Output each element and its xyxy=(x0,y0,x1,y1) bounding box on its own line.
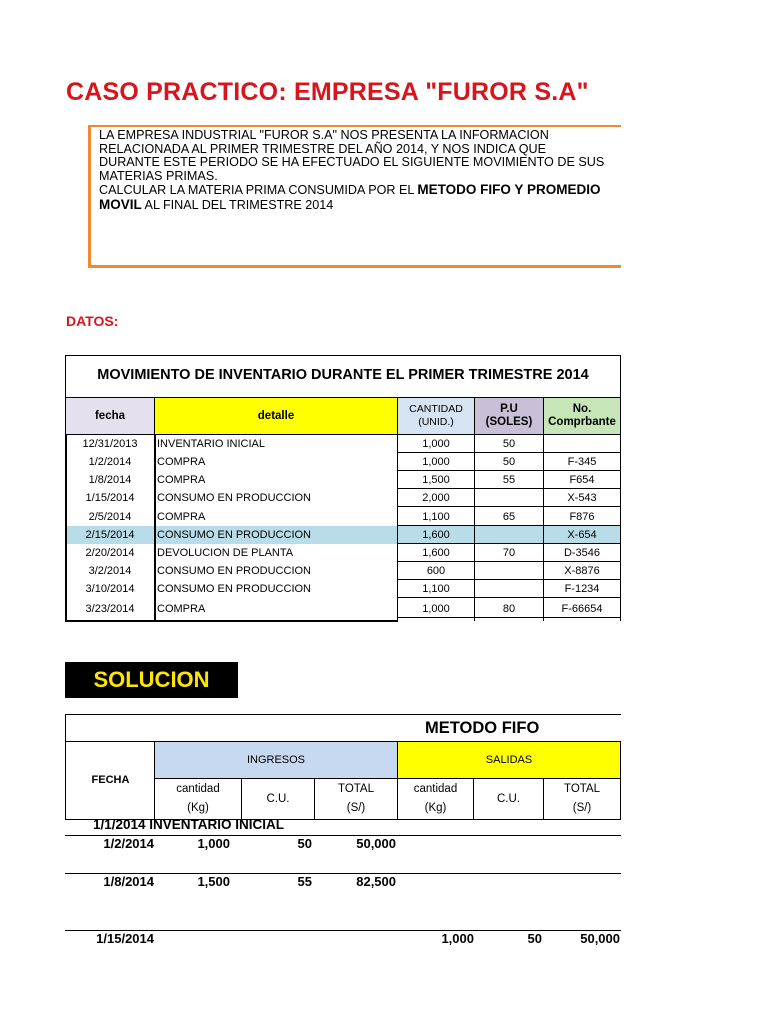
header-pu-line2: (SOLES) xyxy=(485,416,533,428)
fifo-cell-in-cu: 50 xyxy=(297,836,312,851)
table-row xyxy=(65,508,621,526)
cell-fecha: 1/8/2014 xyxy=(88,474,132,486)
cell-pu xyxy=(475,489,543,507)
cell-detalle: COMPRA xyxy=(157,511,206,523)
cell-fecha: 1/15/2014 xyxy=(85,492,135,504)
fifo-in-cantidad-line2: (Kg) xyxy=(187,802,209,814)
border-left xyxy=(65,435,67,621)
cell-cantidad: 1,500 xyxy=(422,474,450,486)
cell-pu xyxy=(475,526,543,544)
fifo-header-ingresos xyxy=(154,741,398,779)
cell-fecha: 12/31/2013 xyxy=(82,438,138,450)
cell-fecha: 3/10/2014 xyxy=(85,583,135,595)
fifo-cell-in-cant: 1,000 xyxy=(197,836,230,851)
header-fecha xyxy=(65,397,155,435)
header-cantidad-line2: (UNID.) xyxy=(418,416,454,428)
header-cantidad xyxy=(398,397,475,435)
table-row xyxy=(65,489,621,507)
intro-box xyxy=(88,125,621,268)
fifo-out-cantidad-line2: (Kg) xyxy=(424,802,447,814)
cell-comp: D-3546 xyxy=(563,547,601,559)
intro-bold: MOVIL xyxy=(99,196,142,212)
intro-text: CALCULAR LA MATERIA PRIMA CONSUMIDA POR EL xyxy=(99,183,418,198)
border-detalle-cantidad xyxy=(397,435,398,621)
header-pu-line1: P.U xyxy=(500,403,518,415)
cell-pu xyxy=(475,562,543,580)
cell-comp: F-66654 xyxy=(561,603,603,615)
cell-fecha: 3/2/2014 xyxy=(88,565,132,577)
intro-text: AL FINAL DEL TRIMESTRE 2014 xyxy=(141,197,334,212)
header-detalle-text: detalle xyxy=(257,409,295,422)
cell-comp: F876 xyxy=(569,511,595,523)
intro-line xyxy=(99,183,613,198)
cell-cantidad: 1,600 xyxy=(422,547,450,559)
border-bottom-left xyxy=(65,620,398,622)
fifo-cell-in-cu: 55 xyxy=(297,874,312,889)
fifo-top-border xyxy=(65,714,621,715)
fifo-header-salidas xyxy=(398,741,621,779)
cell-cantidad: 1,000 xyxy=(422,603,450,615)
cell-pu: 65 xyxy=(502,511,516,523)
header-detalle xyxy=(154,397,398,435)
fifo-fecha-text: FECHA xyxy=(91,774,130,786)
cell-detalle: INVENTARIO INICIAL xyxy=(157,438,265,450)
fifo-cell-in-cant: 1,500 xyxy=(197,874,230,889)
cell-cantidad: 600 xyxy=(426,565,446,577)
fifo-cell-fecha: 1/15/2014 xyxy=(96,931,154,946)
cell-detalle: COMPRA xyxy=(157,474,206,486)
row-border xyxy=(398,597,621,598)
border-cantidad-pu xyxy=(474,435,475,621)
row-border xyxy=(398,506,621,507)
cell-detalle: CONSUMO EN PRODUCCION xyxy=(157,492,312,504)
datos-label: DATOS: xyxy=(66,313,119,329)
fifo-inicial-label: 1/1/2014 INVENTARIO INICIAL xyxy=(93,817,285,832)
cell-detalle: CONSUMO EN PRODUCCION xyxy=(157,565,312,577)
header-fecha-text: fecha xyxy=(94,409,126,422)
row-border xyxy=(398,617,621,618)
fifo-in-cantidad-header xyxy=(154,778,242,820)
cell-comp: F-1234 xyxy=(564,583,600,595)
table-row xyxy=(65,600,621,618)
fifo-cell-in-total: 50,000 xyxy=(356,836,396,851)
table-row xyxy=(65,544,621,562)
cell-detalle: COMPRA xyxy=(157,456,206,468)
fifo-in-cu-header xyxy=(241,778,315,820)
table-row xyxy=(65,562,621,580)
cell-pu xyxy=(475,580,543,598)
cell-fecha: 2/5/2014 xyxy=(88,511,132,523)
fifo-in-total-line1: TOTAL xyxy=(338,783,374,795)
header-cantidad-line1: CANTIDAD xyxy=(409,403,463,415)
cell-cantidad: 1,000 xyxy=(422,438,450,450)
fifo-out-cantidad-line1: cantidad xyxy=(413,783,458,795)
fifo-cell-out-cant: 1,000 xyxy=(441,931,474,946)
fifo-out-total-line1: TOTAL xyxy=(564,783,600,795)
table-row xyxy=(65,453,621,471)
intro-line: DURANTE ESTE PERIODO SE HA EFECTUADO EL SIGUIENTE MOVIMIENTO DE SUS xyxy=(99,155,605,170)
cell-cantidad: 1,600 xyxy=(422,529,450,541)
cell-pu: 50 xyxy=(502,438,516,450)
cell-fecha: 1/2/2014 xyxy=(88,456,132,468)
cell-comp: X-543 xyxy=(567,492,597,504)
cell-cantidad: 1,100 xyxy=(422,511,450,523)
header-comp-line2: Comprbante xyxy=(548,416,616,428)
fifo-out-total-header xyxy=(543,778,621,820)
intro-line: LA EMPRESA INDUSTRIAL "FUROR S.A" NOS PRESENTA LA INFORMACION xyxy=(99,128,549,142)
fifo-in-cu-text: C.U. xyxy=(266,792,290,805)
fifo-out-cu-header xyxy=(473,778,544,820)
cell-detalle: CONSUMO EN PRODUCCION xyxy=(157,529,312,541)
fifo-in-total-header xyxy=(314,778,398,820)
cell-comp xyxy=(544,435,620,453)
fifo-header-fecha xyxy=(65,741,155,820)
cell-detalle: DEVOLUCION DE PLANTA xyxy=(157,547,294,559)
cell-comp: X-654 xyxy=(567,529,597,541)
table-row xyxy=(65,526,621,544)
cell-pu: 55 xyxy=(502,474,516,486)
fifo-cell-fecha: 1/2/2014 xyxy=(103,836,154,851)
cell-pu: 70 xyxy=(502,547,516,559)
solucion-banner: SOLUCION xyxy=(65,662,238,698)
page-title: CASO PRACTICO: EMPRESA "FUROR S.A" xyxy=(66,78,589,106)
table-row xyxy=(65,435,621,453)
cell-fecha: 2/15/2014 xyxy=(85,529,135,541)
fifo-cell-out-total: 50,000 xyxy=(580,931,620,946)
intro-line: RELACIONADA AL PRIMER TRIMESTRE DEL AÑO 2014, Y NOS INDICA QUE xyxy=(99,141,546,156)
cell-comp: F-345 xyxy=(567,456,597,468)
fifo-row-border xyxy=(65,930,621,931)
fifo-in-cantidad-line1: cantidad xyxy=(176,783,220,795)
intro-bold: METODO FIFO Y PROMEDIO xyxy=(417,182,601,198)
intro-line xyxy=(99,198,613,213)
inventory-title: MOVIMIENTO DE INVENTARIO DURANTE EL PRIMER TRIMESTRE 2014 xyxy=(97,367,589,383)
fifo-out-cantidad-header xyxy=(397,778,474,820)
inventory-table xyxy=(65,355,621,621)
intro-line: MATERIAS PRIMAS. xyxy=(99,168,218,183)
border-pu-comp xyxy=(543,435,544,621)
table-row xyxy=(65,580,621,598)
cell-fecha: 3/23/2014 xyxy=(85,603,135,615)
fifo-out-total-line2: (S/) xyxy=(572,802,592,814)
cell-detalle: CONSUMO EN PRODUCCION xyxy=(157,583,312,595)
fifo-title: METODO FIFO xyxy=(425,719,540,737)
fifo-cell-out-cu: 50 xyxy=(527,931,542,946)
fifo-row-border xyxy=(65,873,621,874)
fifo-cell-in-total: 82,500 xyxy=(356,874,396,889)
fifo-cell-fecha: 1/8/2014 xyxy=(103,874,154,889)
cell-pu: 50 xyxy=(502,456,516,468)
cell-cantidad: 1,000 xyxy=(422,456,450,468)
cell-comp: F654 xyxy=(569,474,595,486)
cell-pu: 80 xyxy=(502,603,516,615)
cell-detalle: COMPRA xyxy=(157,603,206,615)
cell-cantidad: 1,100 xyxy=(422,583,450,595)
header-comp-line1: No. xyxy=(572,403,592,415)
border-right xyxy=(620,435,621,621)
fifo-salidas-text: SALIDAS xyxy=(485,753,533,766)
fifo-ingresos-text: INGRESOS xyxy=(246,753,306,766)
fifo-out-cu-text: C.U. xyxy=(497,792,520,805)
header-comprobante xyxy=(543,397,621,435)
header-pu xyxy=(474,397,544,435)
cell-cantidad: 2,000 xyxy=(422,492,450,504)
border-fecha-detalle xyxy=(154,435,156,621)
fifo-in-total-line2: (S/) xyxy=(346,802,366,814)
cell-fecha: 2/20/2014 xyxy=(85,547,135,559)
table-row xyxy=(65,471,621,489)
cell-comp: X-8876 xyxy=(564,565,600,577)
